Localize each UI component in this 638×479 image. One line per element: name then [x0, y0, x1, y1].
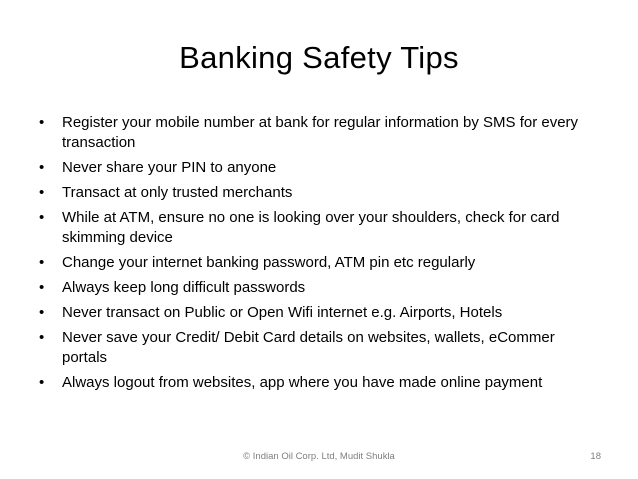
bullet-text: Transact at only trusted merchants	[62, 184, 293, 201]
bullet-dot-icon: •	[39, 159, 45, 176]
bullet-dot-icon: •	[39, 254, 45, 271]
page-number: 18	[590, 451, 601, 462]
slide-footer	[0, 449, 638, 465]
bullet-dot-icon: •	[39, 374, 45, 391]
bullet-dot-icon: •	[39, 209, 45, 226]
bullet-text: Always keep long difficult passwords	[62, 279, 306, 296]
bullet-text: While at ATM, ensure no one is looking over your shoulders, check for card skimming device	[62, 209, 560, 246]
bullet-text: Always logout from websites, app where you have made online payment	[62, 374, 543, 391]
bullet-item	[40, 208, 600, 248]
bullet-dot-icon: •	[39, 279, 45, 296]
bullet-item	[40, 113, 600, 153]
bullet-item	[40, 278, 600, 298]
bullet-item	[40, 303, 600, 323]
bullet-dot-icon: •	[39, 114, 45, 131]
footer-copyright: © Indian Oil Corp. Ltd, Mudit Shukla	[243, 451, 395, 462]
bullet-item	[40, 183, 600, 203]
bullet-item	[40, 158, 600, 178]
bullet-item	[40, 373, 600, 393]
bullet-text: Register your mobile number at bank for regular information by SMS for every transaction	[62, 114, 579, 151]
bullet-text: Never transact on Public or Open Wifi internet e.g. Airports, Hotels	[62, 304, 503, 321]
bullet-text: Never save your Credit/ Debit Card details on websites, wallets, eCommer portals	[62, 329, 555, 366]
bullet-list	[40, 113, 600, 398]
bullet-item	[40, 328, 600, 368]
bullet-dot-icon: •	[39, 184, 45, 201]
bullet-dot-icon: •	[39, 329, 45, 346]
bullet-text: Never share your PIN to anyone	[62, 159, 277, 176]
bullet-dot-icon: •	[39, 304, 45, 321]
bullet-item	[40, 253, 600, 273]
slide-title: Banking Safety Tips	[179, 40, 459, 75]
bullet-text: Change your internet banking password, ATM pin etc regularly	[62, 254, 476, 271]
